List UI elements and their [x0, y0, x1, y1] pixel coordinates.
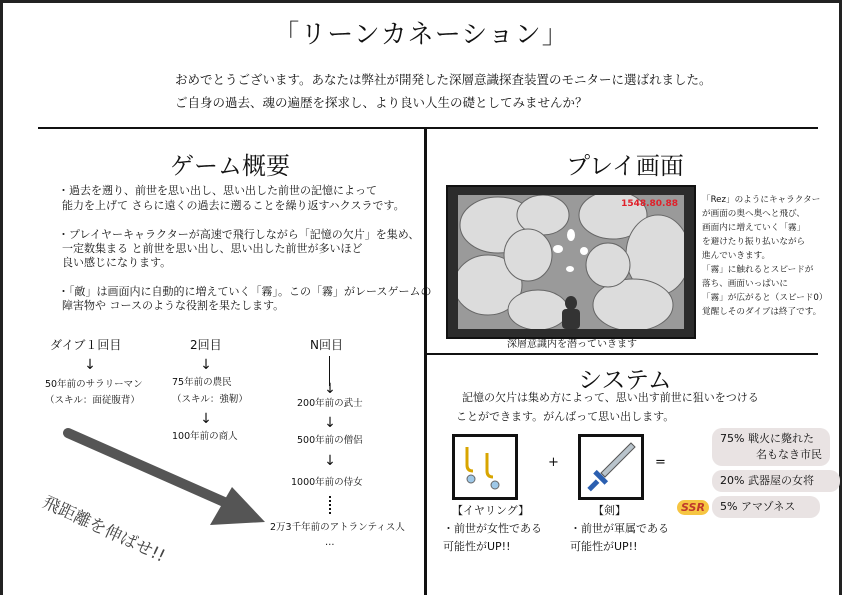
- system-heading: システム: [578, 366, 672, 394]
- result-5-line1: 5% アマゾネス: [720, 500, 796, 513]
- ellipsis: …: [325, 537, 335, 548]
- fog-scene-image: [458, 195, 684, 329]
- screenshot-caption: 深層意識内を潜っていきます: [507, 339, 637, 350]
- earring-item-box: [452, 434, 518, 500]
- result-75: [712, 428, 830, 466]
- page-title: 「リーンカネーション」: [273, 20, 569, 50]
- earring-label: 【イヤリング】: [452, 504, 530, 517]
- equals-sign: =: [655, 455, 666, 470]
- result-5: [712, 496, 820, 518]
- overview-p2-a: ・プレイヤーキャラクターが高速で飛行しながら「記憶の欠片」を集め、: [58, 228, 420, 241]
- slogan: 飛距離を伸ばせ!!: [39, 492, 169, 567]
- sword-label: 【剣】: [593, 504, 626, 517]
- play-desc-line: 「霧」が広がると（スピード0）: [702, 293, 828, 303]
- play-desc-line: 進んでいきます。: [702, 251, 771, 261]
- overview-p3-a: ・「敵」は画面内に自動的に増えていく「霧」。この「霧」がレースゲームの: [58, 285, 432, 298]
- diven-life-2: 500年前の僧侶: [297, 435, 363, 446]
- down-arrow-icon: ↓: [84, 357, 96, 373]
- gameplay-screenshot: [446, 185, 696, 339]
- play-desc-line: を避けたり振り払いながら: [702, 237, 806, 247]
- diven-life-1: 200年前の武士: [297, 398, 363, 409]
- earring-desc-1: ・前世が女性である: [443, 522, 542, 535]
- play-desc-line: 画面内に増えていく「霧」: [702, 223, 806, 233]
- intro-line-2: ご自身の過去、魂の遍歴を探求し、より良い人生の礎としてみませんか？: [175, 95, 588, 110]
- right-divider: [427, 353, 818, 355]
- column-divider: [424, 128, 427, 595]
- ssr-badge: SSR: [677, 500, 709, 515]
- down-arrow-icon: ↓: [200, 357, 212, 373]
- result-75-line1: 75% 戦火に斃れた: [720, 432, 814, 445]
- page-border-left: [0, 0, 3, 595]
- intro-line-1: おめでとうございます。あなたは弊社が開発した深層意識探査装置のモニターに選ばれました。: [175, 72, 712, 87]
- header-divider: [38, 127, 818, 129]
- dive1-skill: （スキル：面従腹背）: [45, 395, 140, 406]
- play-description: [702, 193, 830, 319]
- play-desc-line: 「霧」に触れるとスピードが: [702, 265, 814, 275]
- play-desc-line: 落ち、画面いっぱいに: [702, 279, 788, 289]
- play-desc-line: が画面の奥へ奥へと飛び、: [702, 209, 805, 219]
- down-arrow-icon: ↓: [324, 381, 336, 397]
- play-heading: プレイ画面: [566, 152, 684, 180]
- dive1-life-1: 50年前のサラリーマン: [45, 379, 143, 390]
- overview-p2-b: 一定数集まる と前世を思い出し、思い出した前世が多いほど: [62, 242, 363, 255]
- diven-life-3: 1000年前の侍女: [291, 477, 363, 488]
- diven-heading: N回目: [310, 338, 343, 352]
- overview-p3-b: 障害物や コースのような役割を果たします。: [62, 299, 285, 312]
- down-arrow-icon: ↓: [324, 453, 336, 469]
- play-desc-line: 覚醒しそのダイブは終了です。: [702, 307, 822, 317]
- down-arrow-icon: ↓: [324, 415, 336, 431]
- page-border-top: [0, 0, 842, 3]
- dive2-heading: 2回目: [190, 338, 222, 352]
- dive2-life-2: 100年前の商人: [172, 431, 238, 442]
- overview-p2-c: 良い感じになります。: [62, 256, 172, 269]
- dive2-life-1: 75年前の農民: [172, 377, 232, 388]
- plus-sign: +: [548, 455, 559, 470]
- sword-desc-1: ・前世が軍属である: [570, 522, 669, 535]
- result-20-line1: 20% 武器屋の女将: [720, 474, 814, 487]
- play-desc-line: 「Rez」のようにキャラクター: [702, 195, 821, 205]
- sword-desc-2: 可能性がUP!!: [570, 540, 638, 553]
- score-counter: 1548.80.88: [621, 199, 678, 209]
- overview-p1-a: ・過去を遡り、前世を思い出し、思い出した前世の記憶によって: [58, 184, 377, 197]
- dive1-heading: ダイブ１回目: [50, 338, 122, 352]
- sword-item-box: [578, 434, 644, 500]
- sword-icon: [581, 437, 641, 497]
- diven-life-4: 2万3千年前のアトランティス人: [270, 522, 405, 533]
- result-75-line2: 名もなき市民: [756, 448, 822, 461]
- overview-p1-b: 能力を上げて さらに遠くの過去に遡ることを繰り返すハクスラです。: [62, 199, 405, 212]
- system-p2: ことができます。がんばって思い出します。: [456, 410, 675, 423]
- dots-vertical: [329, 496, 333, 514]
- down-arrow-icon: ↓: [200, 411, 212, 427]
- result-20: [712, 470, 840, 492]
- overview-heading: ゲーム概要: [170, 152, 290, 180]
- earring-desc-2: 可能性がUP!!: [443, 540, 511, 553]
- dive2-skill: （スキル：強靭）: [172, 394, 248, 405]
- system-p1: 記憶の欠片は集め方によって、思い出す前世に狙いをつける: [462, 391, 759, 404]
- earring-icon: [455, 437, 515, 497]
